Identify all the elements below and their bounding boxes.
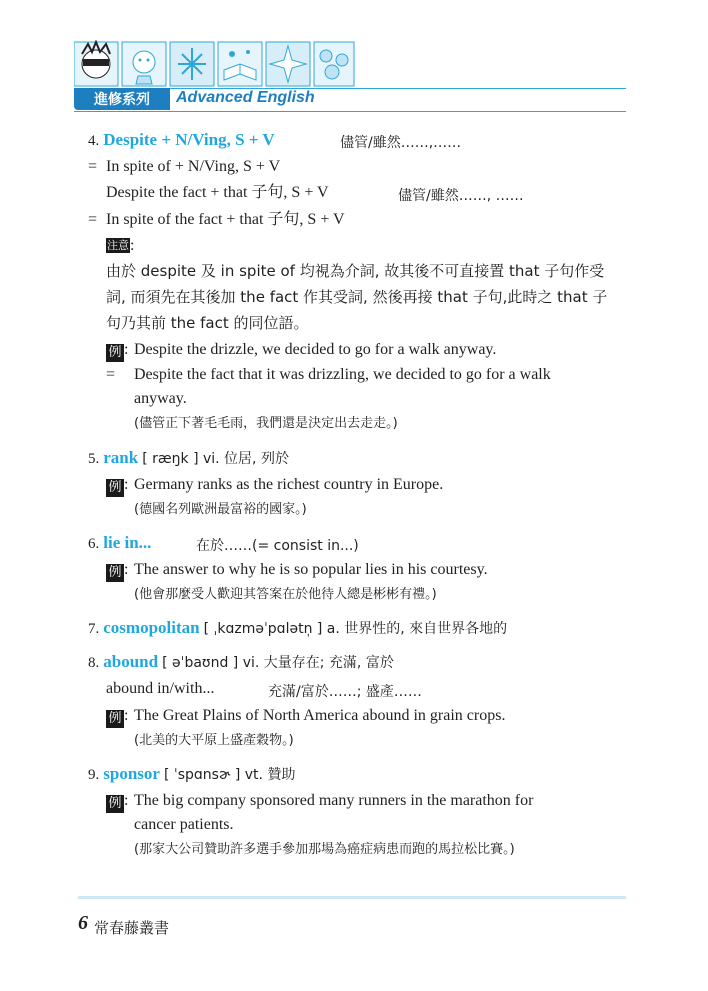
- girl-thinking-icon: [122, 42, 166, 86]
- equals-sign: =: [88, 158, 98, 175]
- example-line: 例 :: [106, 475, 128, 497]
- series-title: Advanced English: [176, 89, 315, 106]
- entry-number: 8.: [88, 655, 100, 671]
- entry-keyword: lie in...: [103, 533, 152, 552]
- header-icon-strip: [74, 40, 356, 88]
- equals-sign: =: [88, 211, 98, 228]
- entry-8-sub: abound in/with...: [106, 680, 215, 697]
- entry-4-example-1: Despite the drizzle, we decided to go for a walk anyway.: [134, 341, 497, 358]
- example-icon: 例: [106, 479, 124, 497]
- example-line: 例 :: [106, 340, 128, 362]
- entry-6-meaning: 在於……(= consist in...): [196, 538, 359, 554]
- note-paragraph: [106, 258, 628, 336]
- entry-keyword: sponsor: [103, 764, 160, 783]
- entry-9-example-b: cancer patients.: [134, 816, 234, 833]
- series-label: 進修系列: [74, 88, 170, 110]
- note-label: 注意:: [107, 237, 135, 254]
- example-line: 例 :: [106, 791, 128, 813]
- entry-4-example-2a: Despite the fact that it was drizzling, we decided to go for a walk: [134, 366, 551, 383]
- example-line: 例 :: [106, 560, 128, 582]
- entry-number: 9.: [88, 767, 100, 783]
- note-line: 句乃其前 the fact 的同位語。: [106, 314, 309, 332]
- sparkle-book-icon: [266, 42, 310, 86]
- entry-keyword: rank: [103, 448, 139, 467]
- entry-4-alt-meaning: 儘管/雖然……, ……: [398, 188, 524, 204]
- entry-9-heading: [88, 764, 295, 785]
- entry-number: 5.: [88, 451, 100, 467]
- entry-8-heading: [88, 652, 394, 673]
- entry-number: 6.: [88, 536, 100, 552]
- example-icon: 例: [106, 795, 124, 813]
- example-icon: 例: [106, 344, 124, 362]
- entry-9-example-a: The big company sponsored many runners in the marathon for: [134, 792, 534, 809]
- equals-sign: =: [106, 366, 116, 383]
- entry-4-equivalent-2: In spite of the fact + that 子句, S + V: [106, 211, 345, 228]
- entry-pronunciation: [ ræŋk ] vi. 位居, 列於: [142, 451, 289, 467]
- entry-number: 7.: [88, 621, 100, 637]
- footer-rule: [78, 896, 626, 899]
- entry-keyword: cosmopolitan: [103, 618, 200, 637]
- entry-9-translation: (那家大公司贊助許多選手參加那場為癌症病患而跑的馬拉松比賽。): [134, 842, 515, 857]
- boy-with-sunglasses-icon: [74, 42, 118, 86]
- entry-5-heading: [88, 448, 289, 469]
- entry-keyword: Despite + N/Ving, S + V: [103, 130, 275, 149]
- entry-8-sub-meaning: 充滿/富於……; 盛產……: [268, 684, 422, 700]
- entry-4-example-2b: anyway.: [134, 390, 187, 407]
- example-line: 例 :: [106, 706, 128, 728]
- snowflake-tile-icon: [170, 42, 214, 86]
- entry-8-example: The Great Plains of North America abound in grain crops.: [134, 707, 506, 724]
- entry-5-translation: (德國名列歐洲最富裕的國家。): [134, 502, 307, 517]
- open-book-icon: [218, 42, 262, 86]
- page-number: 6: [78, 912, 88, 934]
- example-icon: 例: [106, 564, 124, 582]
- publisher-name: 常春藤叢書: [94, 919, 170, 937]
- entry-4-meaning: 儘管/雖然……,……: [340, 135, 462, 151]
- entry-pronunciation: [ ˈspɑnsɚ ] vt. 贊助: [163, 767, 296, 783]
- entry-5-example: Germany ranks as the richest country in Europe.: [134, 476, 444, 493]
- entry-number: 4.: [88, 133, 100, 149]
- example-icon: 例: [106, 710, 124, 728]
- entry-6-example: The answer to why he is so popular lies in his courtesy.: [134, 561, 488, 578]
- note-line: 詞, 而須先在其後加 the fact 作其受詞, 然後再接 that 子句,此時之 that 子: [106, 288, 608, 306]
- entry-6-heading: [88, 533, 151, 554]
- note-line: 由於 despite 及 in spite of 均視為介詞, 故其後不可直接置 that 子句作受: [106, 262, 605, 280]
- entry-4-alternative: Despite the fact + that 子句, S + V: [106, 184, 329, 201]
- entry-pronunciation: [ ˌkɑzməˈpɑlətn̩ ] a. 世界性的, 來自世界各地的: [203, 621, 508, 637]
- entry-7-heading: [88, 618, 507, 639]
- flower-cluster-icon: [314, 42, 354, 86]
- entry-4-heading: [88, 130, 275, 151]
- entry-pronunciation: [ əˈbaʊnd ] vi. 大量存在; 充滿, 富於: [162, 655, 394, 671]
- entry-4-equivalent: In spite of + N/Ving, S + V: [106, 158, 281, 175]
- entry-8-translation: (北美的大平原上盛產穀物。): [134, 733, 294, 748]
- header-rule-bottom: [74, 111, 626, 112]
- entry-6-translation: (他會那麼受人歡迎其答案在於他待人總是彬彬有禮。): [134, 587, 437, 602]
- entry-4-translation: (儘管正下著毛毛雨，我們還是決定出去走走。): [134, 416, 398, 431]
- entry-keyword: abound: [103, 652, 159, 671]
